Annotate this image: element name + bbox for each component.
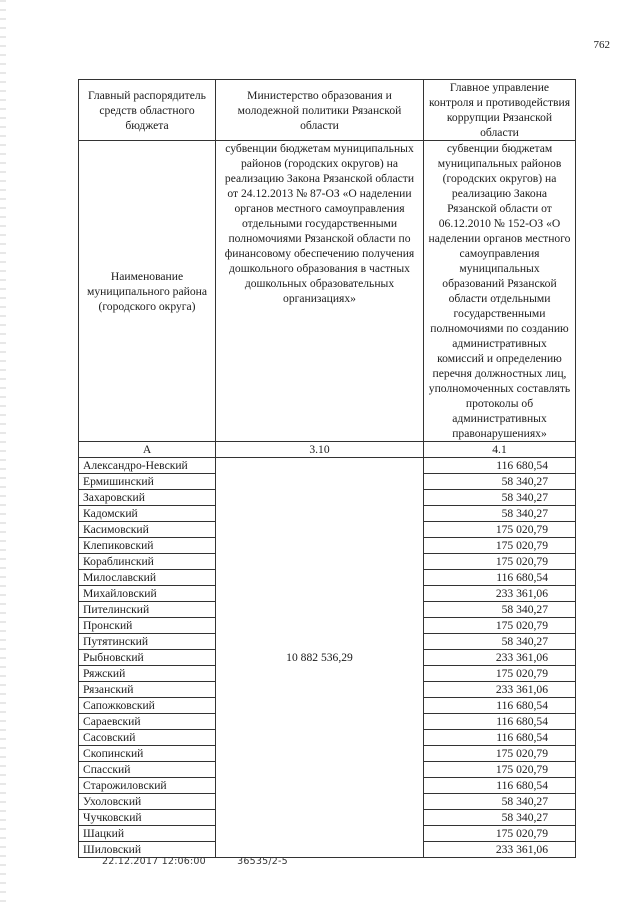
amount-cell: 116 680,54 bbox=[424, 714, 576, 730]
amount-cell: 116 680,54 bbox=[424, 698, 576, 714]
amount-cell: 233 361,06 bbox=[424, 586, 576, 602]
amount-cell: 58 340,27 bbox=[424, 634, 576, 650]
amount-cell: 175 020,79 bbox=[424, 762, 576, 778]
amount-cell: 116 680,54 bbox=[424, 458, 576, 474]
amount-cell: 233 361,06 bbox=[424, 842, 576, 858]
amount-cell: 175 020,79 bbox=[424, 618, 576, 634]
footer-doc-code: 36535/2-5 bbox=[237, 856, 288, 867]
district-name-cell: Ряжский bbox=[79, 666, 216, 682]
amount-cell: 175 020,79 bbox=[424, 554, 576, 570]
district-name-cell: Милославский bbox=[79, 570, 216, 586]
code-cell-41: 4.1 bbox=[424, 442, 576, 458]
amount-cell: 58 340,27 bbox=[424, 602, 576, 618]
amount-cell: 175 020,79 bbox=[424, 826, 576, 842]
amount-cell: 116 680,54 bbox=[424, 570, 576, 586]
header-cell-ministry: Министерство образования и молодежной политики Рязанской области bbox=[216, 80, 424, 141]
amount-cell: 58 340,27 bbox=[424, 810, 576, 826]
header-cell-control-dept: Главное управление контроля и противодействия коррупции Рязанской области bbox=[424, 80, 576, 141]
district-name-cell: Пителинский bbox=[79, 602, 216, 618]
district-name-cell: Спасский bbox=[79, 762, 216, 778]
amount-cell: 233 361,06 bbox=[424, 682, 576, 698]
amount-cell: 58 340,27 bbox=[424, 474, 576, 490]
description-cell-subvention-152: субвенции бюджетам муниципальных районов (городских округов) на реализацию Закона Рязанской области от 06.12.2010 № 152-ОЗ «О наделении органов местного самоуправления муниципальных образований Рязанской области отдельными государственными полномочиями по созданию административных комиссий и определению перечня должностных лиц, уполномоченных составлять протоколы об административных правонарушениях» bbox=[424, 141, 576, 442]
amount-cell: 58 340,27 bbox=[424, 794, 576, 810]
district-name-cell: Сараевский bbox=[79, 714, 216, 730]
district-name-cell: Скопинский bbox=[79, 746, 216, 762]
district-name-cell: Кораблинский bbox=[79, 554, 216, 570]
footer-timestamp: 22.12.2017 12:06:00 bbox=[102, 856, 206, 867]
amount-cell: 175 020,79 bbox=[424, 666, 576, 682]
district-name-cell: Пронский bbox=[79, 618, 216, 634]
district-name-cell: Шиловский bbox=[79, 842, 216, 858]
amount-cell: 116 680,54 bbox=[424, 778, 576, 794]
district-name-cell: Михайловский bbox=[79, 586, 216, 602]
page-number: 762 bbox=[593, 39, 610, 51]
description-cell-subvention-87: субвенции бюджетам муниципальных районов (городских округов) на реализацию Закона Рязанской области от 24.12.2013 № 87-ОЗ «О наделении органов местного самоуправления отдельными государственными полномочиями Рязанской области по финансовому обеспечению получения дошкольного образования в частных дошкольных образовательных организациях» bbox=[216, 141, 424, 442]
district-name-cell: Рыбновский bbox=[79, 650, 216, 666]
amount-cell: 175 020,79 bbox=[424, 746, 576, 762]
table-row bbox=[79, 458, 576, 474]
code-cell-310: 3.10 bbox=[216, 442, 424, 458]
amount-cell: 175 020,79 bbox=[424, 538, 576, 554]
amount-cell: 175 020,79 bbox=[424, 522, 576, 538]
district-name-cell: Старожиловский bbox=[79, 778, 216, 794]
district-name-cell: Рязанский bbox=[79, 682, 216, 698]
district-name-cell: Клепиковский bbox=[79, 538, 216, 554]
district-name-cell: Сасовский bbox=[79, 730, 216, 746]
merged-total-cell bbox=[216, 458, 424, 858]
amount-cell: 58 340,27 bbox=[424, 490, 576, 506]
amount-cell: 233 361,06 bbox=[424, 650, 576, 666]
header-cell-distributor: Главный распорядитель средств областного бюджета bbox=[79, 80, 216, 141]
code-row bbox=[79, 442, 576, 458]
scan-edge-artifact bbox=[0, 0, 6, 905]
code-cell-a: А bbox=[79, 442, 216, 458]
district-name-cell: Путятинский bbox=[79, 634, 216, 650]
district-name-cell: Шацкий bbox=[79, 826, 216, 842]
district-name-cell: Кадомский bbox=[79, 506, 216, 522]
district-name-cell: Ермишинский bbox=[79, 474, 216, 490]
amount-cell: 116 680,54 bbox=[424, 730, 576, 746]
district-name-cell: Сапожковский bbox=[79, 698, 216, 714]
merged-total-value: 10 882 536,29 bbox=[286, 651, 353, 664]
district-name-cell: Ухоловский bbox=[79, 794, 216, 810]
budget-table bbox=[78, 79, 576, 858]
amount-cell: 58 340,27 bbox=[424, 506, 576, 522]
footer bbox=[102, 856, 316, 867]
district-name-cell: Касимовский bbox=[79, 522, 216, 538]
description-row bbox=[79, 141, 576, 442]
description-cell-district: Наименование муниципального района (городского округа) bbox=[79, 141, 216, 442]
header-row bbox=[79, 80, 576, 141]
district-name-cell: Захаровский bbox=[79, 490, 216, 506]
district-name-cell: Александро-Невский bbox=[79, 458, 216, 474]
district-name-cell: Чучковский bbox=[79, 810, 216, 826]
